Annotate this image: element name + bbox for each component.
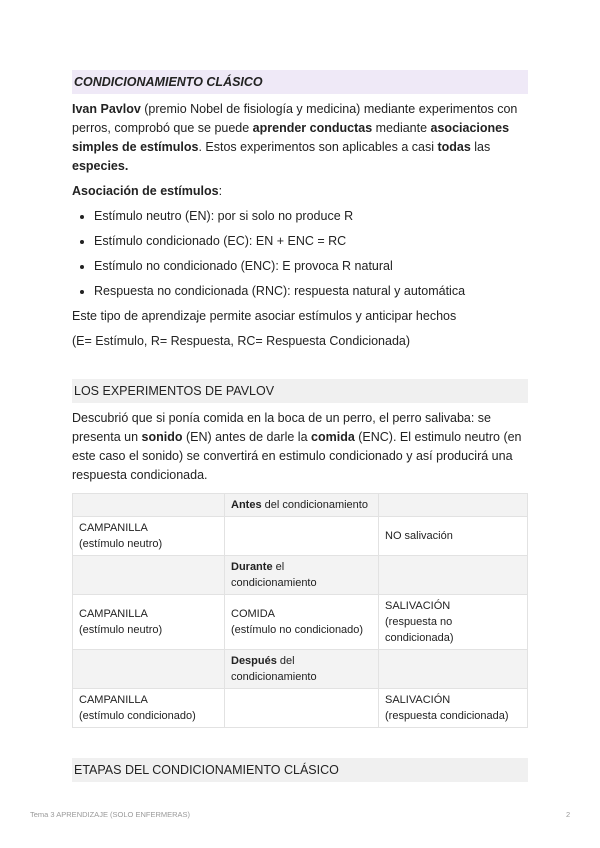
section-heading-condicionamiento: CONDICIONAMIENTO CLÁSICO	[72, 70, 528, 94]
table-cell	[225, 517, 379, 556]
page-number: 2	[566, 810, 571, 819]
intro-bold-1: aprender conductas	[252, 121, 373, 135]
spacer	[72, 357, 528, 379]
cell-line: (respuesta no condicionada)	[385, 616, 454, 644]
table-cell	[225, 494, 379, 517]
cell-line: COMIDA	[231, 608, 275, 620]
intro-text-1: (premio Nobel de fisiología y medicina) mediante experimentos con perros, comprobó que se puede	[72, 102, 518, 135]
table-cell	[225, 650, 379, 689]
table-row	[73, 595, 528, 650]
intro-bold-2: asociaciones simples de estímulos	[72, 121, 510, 154]
phase-durante-rest: el condicionamiento	[231, 561, 317, 589]
table-cell	[73, 689, 225, 728]
cell-line: CAMPANILLA	[79, 522, 148, 534]
table-cell	[379, 595, 528, 650]
intro-text-3: . Estos experimentos son aplicables a casi	[198, 140, 438, 154]
intro-text-2: mediante	[372, 121, 431, 135]
list-item: • Respuesta no condicionada (RNC): respuesta natural y automática	[94, 282, 528, 301]
experiment-paragraph	[72, 409, 528, 485]
spacer	[72, 728, 528, 758]
cell-line: SALIVACIÓN	[385, 600, 451, 612]
table-cell	[225, 556, 379, 595]
intro-paragraph	[72, 100, 528, 176]
exp-text-2: (EN) antes de darle la	[182, 430, 312, 444]
table-cell	[73, 517, 225, 556]
intro-text-4: las	[470, 140, 491, 154]
table-cell	[379, 556, 528, 595]
table-cell	[379, 517, 528, 556]
table-cell	[379, 494, 528, 517]
table-cell	[73, 556, 225, 595]
stimulus-list	[72, 207, 528, 301]
table-row	[73, 556, 528, 595]
exp-bold-comida: comida	[311, 430, 355, 444]
document-page	[72, 70, 528, 788]
section-heading-etapas: ETAPAS DEL CONDICIONAMIENTO CLÁSICO	[72, 758, 528, 782]
cell-line: (estímulo condicionado)	[79, 710, 196, 722]
intro-bold-4: especies.	[72, 159, 129, 173]
exp-text-3: (ENC). El estimulo neutro (en este caso el sonido) se convertirá en estimulo condicionado y así producirá una respuesta condicionada.	[72, 430, 522, 482]
table-cell	[73, 650, 225, 689]
table-cell	[73, 494, 225, 517]
cell-line: (estímulo neutro)	[79, 538, 163, 550]
phase-antes-rest: del condicionamiento	[261, 499, 368, 511]
exp-bold-sonido: sonido	[141, 430, 183, 444]
list-item: • Estímulo no condicionado (ENC): E provoca R natural	[94, 257, 528, 276]
cell-line: CAMPANILLA	[79, 694, 148, 706]
assoc-colon: :	[218, 184, 223, 198]
section-heading-experimentos: LOS EXPERIMENTOS DE PAVLOV	[72, 379, 528, 403]
table-row	[73, 650, 528, 689]
intro-bold-3: todas	[437, 140, 471, 154]
cell-line: NO salivación	[385, 530, 453, 542]
cell-line: CAMPANILLA	[79, 608, 148, 620]
conditioning-table	[72, 493, 528, 728]
list-item: • Estímulo neutro (EN): por si solo no produce R	[94, 207, 528, 226]
assoc-label-bold: Asociación de estímulos	[72, 184, 219, 198]
phase-despues: Después	[231, 655, 277, 667]
cell-line: SALIVACIÓN	[385, 694, 451, 706]
exp-text-1: Descubrió que si ponía comida en la boca de un perro, el perro salivaba: se presenta un	[72, 411, 492, 444]
table-row	[73, 517, 528, 556]
phase-antes: Antes	[231, 499, 262, 511]
table-cell	[379, 689, 528, 728]
table-row	[73, 494, 528, 517]
cell-line: (respuesta condicionada)	[385, 710, 509, 722]
table-cell	[225, 595, 379, 650]
legend-text: (E= Estímulo, R= Respuesta, RC= Respuesta Condicionada)	[72, 334, 411, 348]
cell-line: (estímulo neutro)	[79, 624, 163, 636]
phase-despues-rest: del condicionamiento	[231, 655, 317, 683]
table-row	[73, 689, 528, 728]
list-item: • Estímulo condicionado (EC): EN + ENC = RC	[94, 232, 528, 251]
table-cell	[73, 595, 225, 650]
phase-durante: Durante	[231, 561, 273, 573]
assoc-label	[72, 182, 528, 201]
cell-line: (estímulo no condicionado)	[231, 624, 364, 636]
table-cell	[379, 650, 528, 689]
summary-text: Este tipo de aprendizaje permite asociar estímulos y anticipar hechos	[72, 309, 457, 323]
pavlov-name: Ivan Pavlov	[72, 102, 141, 116]
table-cell	[225, 689, 379, 728]
footer-title: Tema 3 APRENDIZAJE (SOLO ENFERMERAS)	[30, 810, 191, 819]
